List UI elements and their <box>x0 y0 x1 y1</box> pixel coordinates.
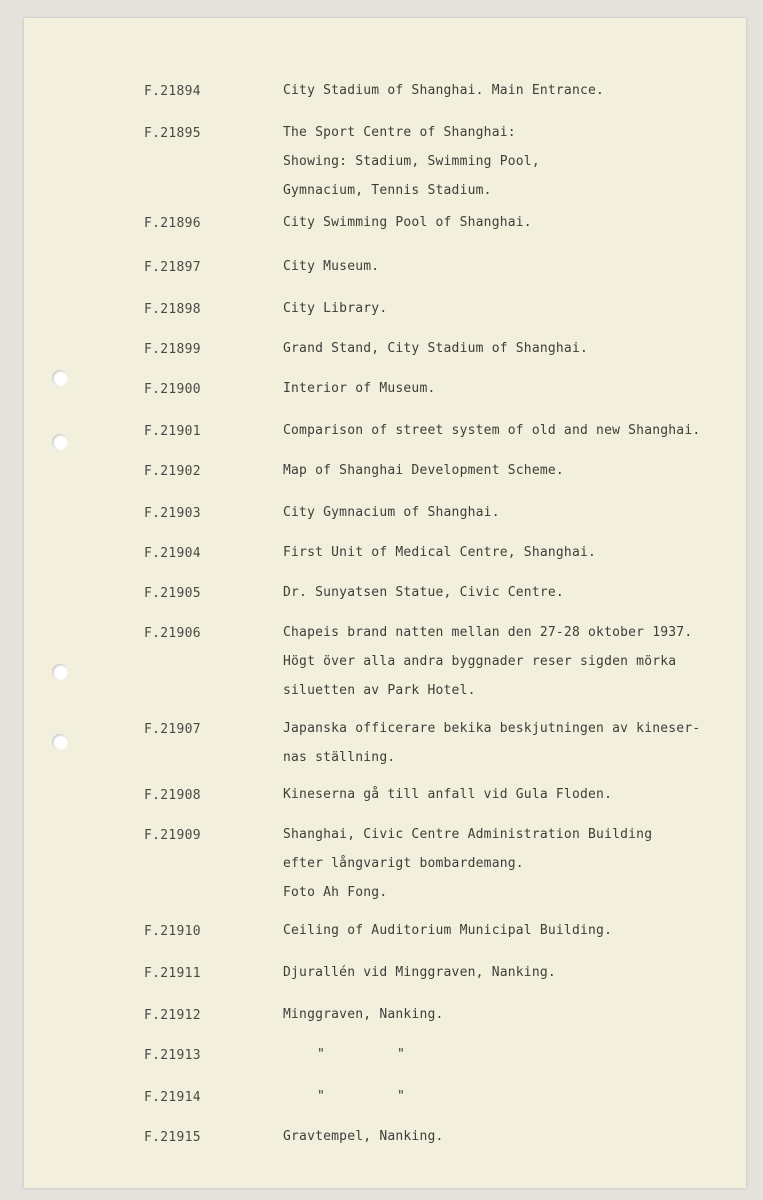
entry-description <box>283 76 733 105</box>
description-line: Grand Stand, City Stadium of Shanghai. <box>283 341 589 356</box>
entry-code: F.21894 <box>144 84 201 99</box>
entry-code: F.21904 <box>144 546 201 561</box>
entry-description <box>283 374 733 403</box>
entry-description <box>283 1082 733 1111</box>
entry-code: F.21908 <box>144 788 201 803</box>
entry-code: F.21905 <box>144 586 201 601</box>
entry-description <box>283 208 733 237</box>
description-line: Gymnacium, Tennis Stadium. <box>283 183 492 198</box>
entry-description <box>283 1040 733 1069</box>
entry-code: F.21909 <box>144 828 201 843</box>
entry-code: F.21914 <box>144 1090 201 1105</box>
description-line: Minggraven, Nanking. <box>283 1007 444 1022</box>
description-line: Ceiling of Auditorium Municipal Building. <box>283 923 613 938</box>
entry-description <box>283 538 733 567</box>
entry-description <box>283 578 733 607</box>
document-page <box>24 18 746 1188</box>
description-line: City Gymnacium of Shanghai. <box>283 505 500 520</box>
description-line: Djurallén vid Minggraven, Nanking. <box>283 965 556 980</box>
entry-description <box>283 334 733 363</box>
entry-description <box>283 714 733 772</box>
entry-description <box>283 958 733 987</box>
description-line: efter långvarigt bombardemang. <box>283 856 524 871</box>
entry-description <box>283 456 733 485</box>
entry-code: F.21897 <box>144 260 201 275</box>
entry-code: F.21910 <box>144 924 201 939</box>
description-line: siluetten av Park Hotel. <box>283 683 476 698</box>
ditto-mark: " <box>317 1089 326 1104</box>
description-line: City Museum. <box>283 259 380 274</box>
entry-code: F.21912 <box>144 1008 201 1023</box>
description-line: Comparison of street system of old and new Shanghai. <box>283 423 701 438</box>
description-line: First Unit of Medical Centre, Shanghai. <box>283 545 597 560</box>
entry-description <box>283 294 733 323</box>
description-line: Map of Shanghai Development Scheme. <box>283 463 564 478</box>
description-line: City Swimming Pool of Shanghai. <box>283 215 532 230</box>
ditto-mark: " <box>397 1089 406 1104</box>
description-line: Högt över alla andra byggnader reser sigden mörka <box>283 654 677 669</box>
description-line: Dr. Sunyatsen Statue, Civic Centre. <box>283 585 564 600</box>
entry-description <box>283 252 733 281</box>
entry-description <box>283 498 733 527</box>
entry-code: F.21915 <box>144 1130 201 1145</box>
description-line: City Library. <box>283 301 388 316</box>
description-line: Shanghai, Civic Centre Administration Building <box>283 827 653 842</box>
entry-code: F.21900 <box>144 382 201 397</box>
description-line: Chapeis brand natten mellan den 27-28 oktober 1937. <box>283 625 693 640</box>
description-line: Showing: Stadium, Swimming Pool, <box>283 154 540 169</box>
entry-description <box>283 820 733 907</box>
ditto-mark: " <box>397 1047 406 1062</box>
entry-code: F.21903 <box>144 506 201 521</box>
description-line: nas ställning. <box>283 750 396 765</box>
description-line: Foto Ah Fong. <box>283 885 388 900</box>
description-line: Gravtempel, Nanking. <box>283 1129 444 1144</box>
entry-code: F.21895 <box>144 126 201 141</box>
entry-code: F.21902 <box>144 464 201 479</box>
entry-code: F.21911 <box>144 966 201 981</box>
description-line: Kineserna gå till anfall vid Gula Floden. <box>283 787 613 802</box>
description-line: Interior of Museum. <box>283 381 436 396</box>
entry-code: F.21899 <box>144 342 201 357</box>
entry-description <box>283 916 733 945</box>
entry-code: F.21906 <box>144 626 201 641</box>
ditto-mark: " <box>317 1047 326 1062</box>
entry-code: F.21901 <box>144 424 201 439</box>
description-line: The Sport Centre of Shanghai: <box>283 125 516 140</box>
entry-description <box>283 1122 733 1151</box>
entry-description <box>283 118 733 205</box>
description-line: Japanska officerare bekika beskjutningen av kineser- <box>283 721 701 736</box>
entry-code: F.21898 <box>144 302 201 317</box>
entry-code: F.21913 <box>144 1048 201 1063</box>
entry-description <box>283 618 733 705</box>
entry-description <box>283 1000 733 1029</box>
entry-description <box>283 780 733 809</box>
entry-code: F.21896 <box>144 216 201 231</box>
entry-description <box>283 416 733 445</box>
entry-code: F.21907 <box>144 722 201 737</box>
entry-list <box>24 18 746 1188</box>
description-line: City Stadium of Shanghai. Main Entrance. <box>283 83 605 98</box>
